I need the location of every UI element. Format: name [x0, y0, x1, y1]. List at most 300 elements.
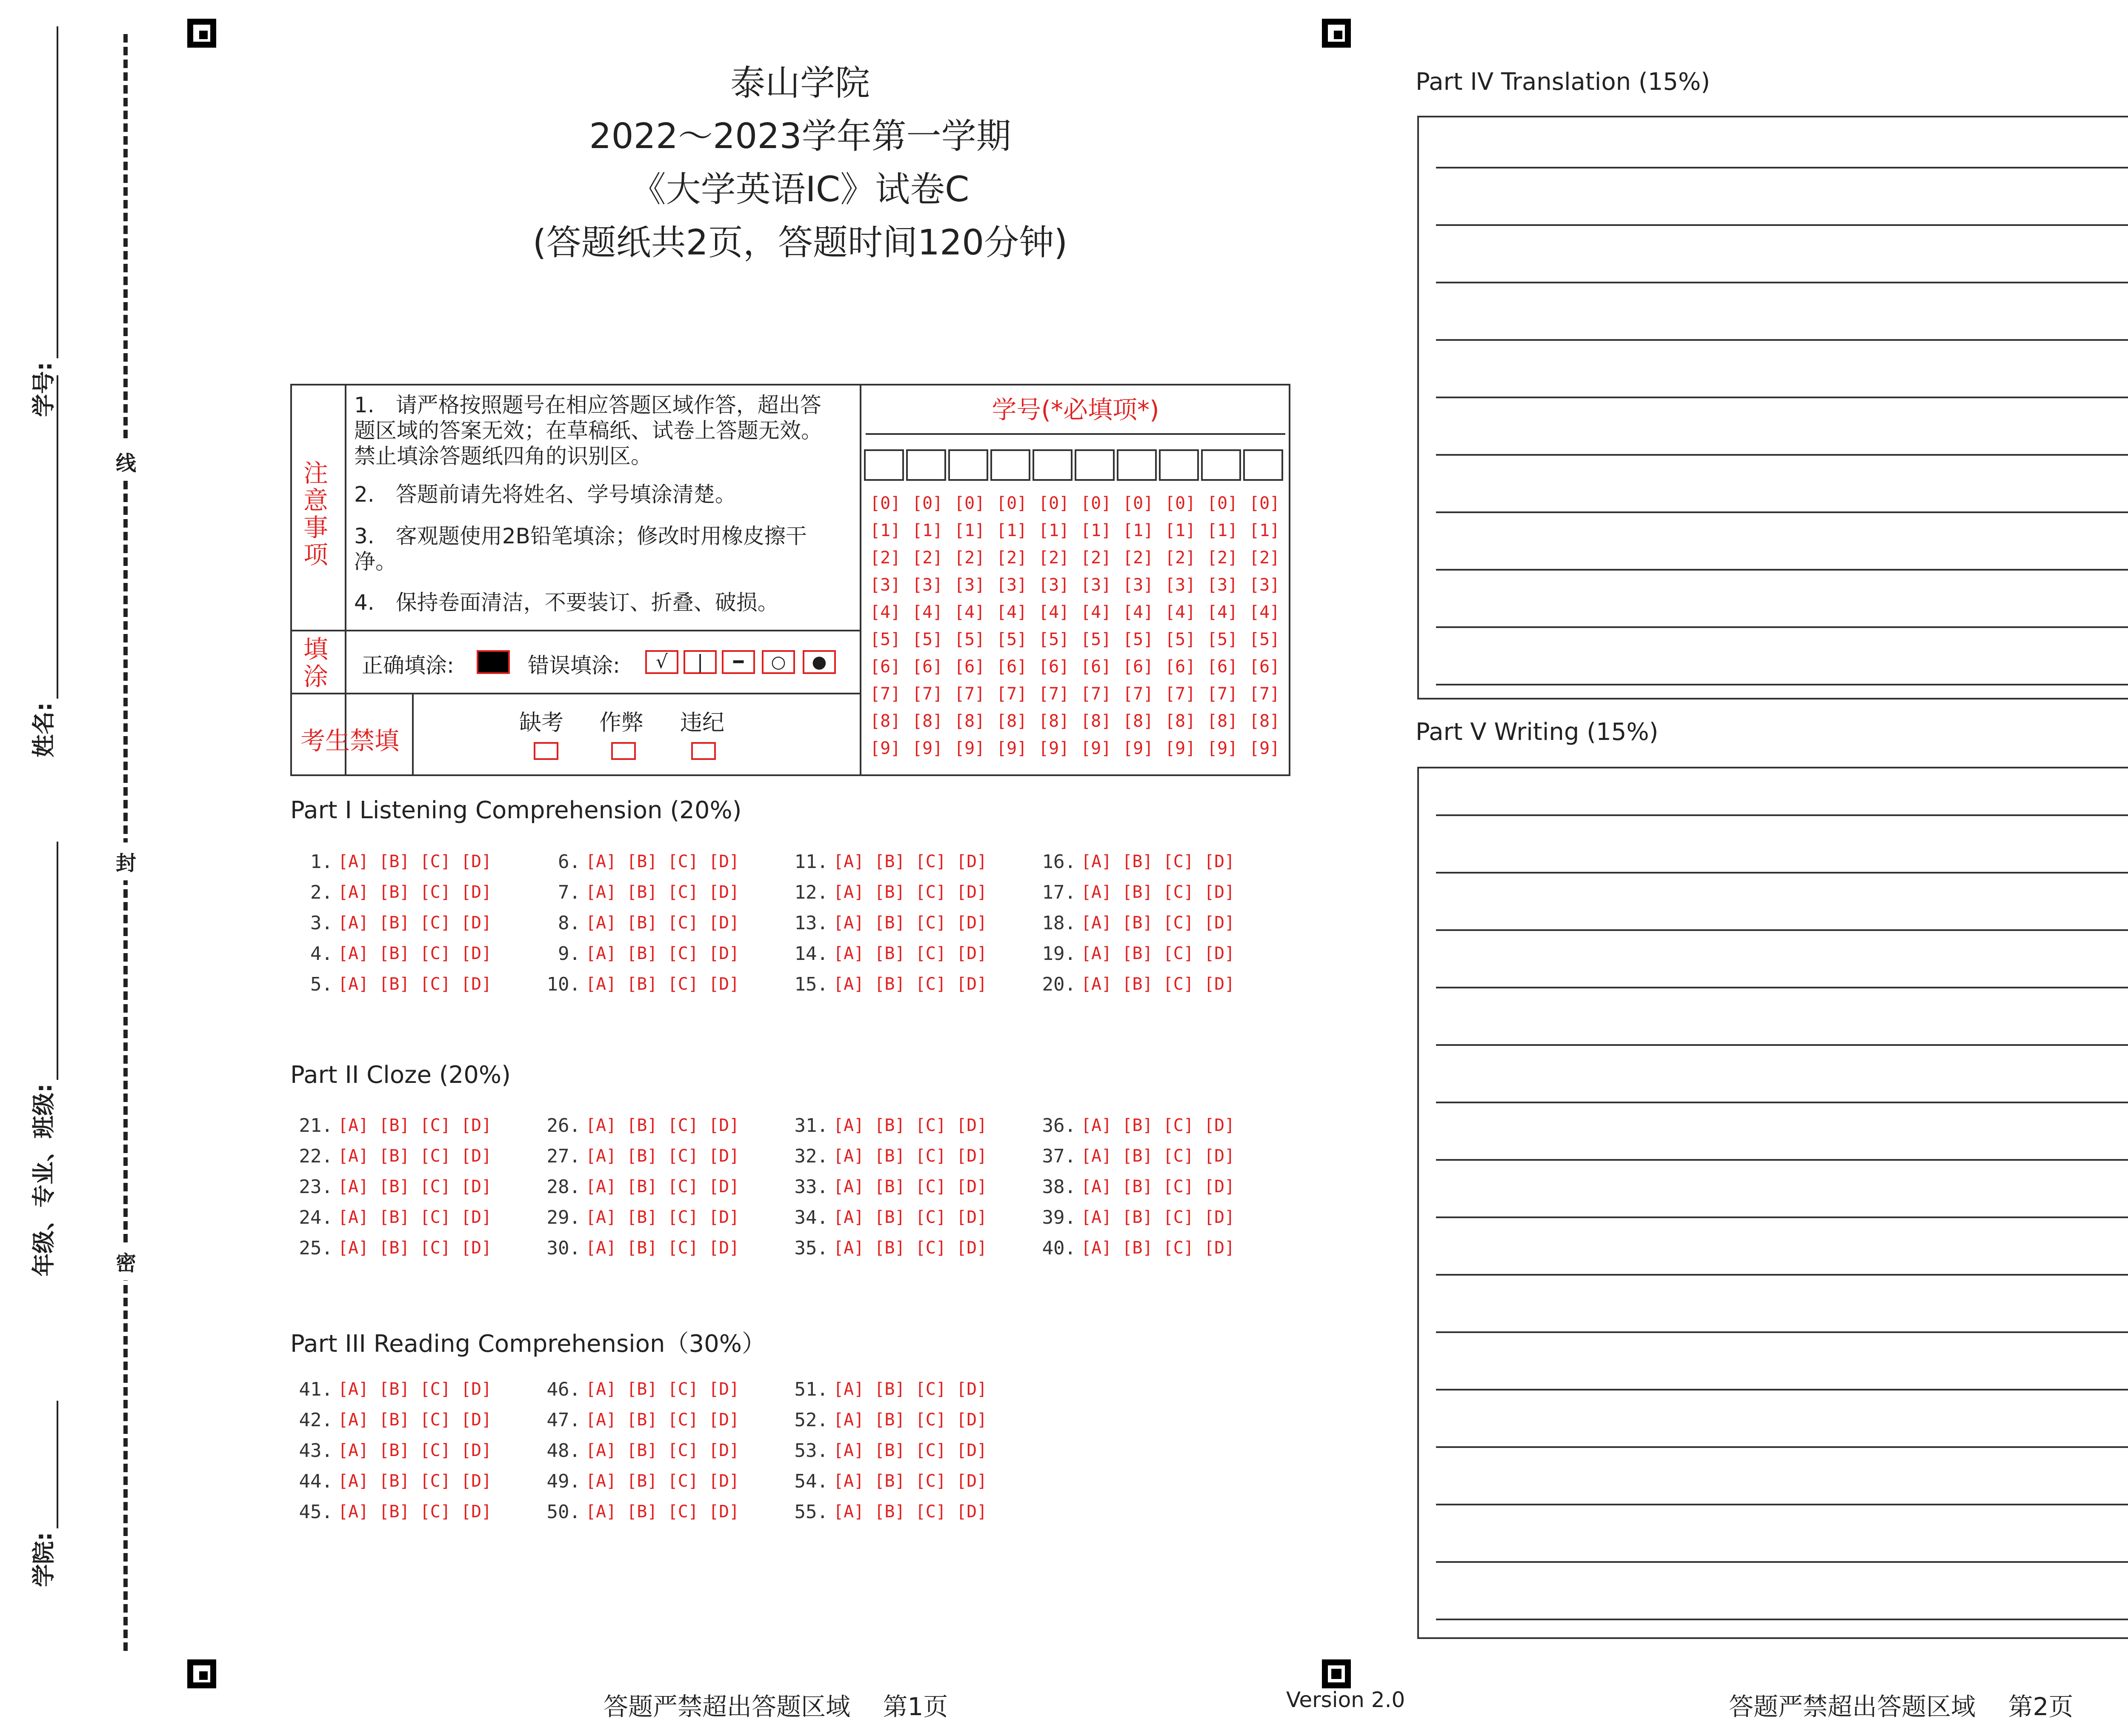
question-number: 13.: [794, 912, 828, 934]
student-id-digit-bubble[interactable]: [6]: [870, 657, 901, 677]
question-options[interactable]: [A] [B] [C] [D]: [833, 1238, 987, 1258]
student-id-cell[interactable]: [1117, 449, 1157, 481]
student-id-digit-bubble[interactable]: [5]: [1038, 630, 1070, 649]
answer-rule-line: [1436, 339, 2128, 341]
student-id-digit-bubble[interactable]: [2]: [912, 548, 943, 568]
question-number: 18.: [1042, 912, 1076, 934]
student-id-cell[interactable]: [1201, 449, 1241, 481]
question-options[interactable]: [A] [B] [C] [D]: [1081, 882, 1235, 902]
student-id-digit-bubble[interactable]: [1]: [1038, 521, 1070, 540]
student-id-digit-bubble[interactable]: [7]: [996, 684, 1027, 704]
question-number: 39.: [1042, 1207, 1076, 1228]
answer-rule-line: [1436, 569, 2128, 571]
question-number: 50.: [546, 1501, 581, 1523]
answer-rule-line: [1436, 511, 2128, 513]
student-id-digit-bubble[interactable]: [1]: [1165, 521, 1196, 540]
question-number: 3.: [310, 912, 333, 934]
answer-rule-line: [1436, 1389, 2128, 1391]
student-id-digit-bubble[interactable]: [1]: [1207, 521, 1238, 540]
question-options[interactable]: [A] [B] [C] [D]: [1081, 852, 1235, 871]
question-options[interactable]: [A] [B] [C] [D]: [586, 852, 740, 871]
question-options[interactable]: [A] [B] [C] [D]: [586, 974, 740, 994]
question-number: 29.: [546, 1207, 581, 1228]
question-number: 42.: [299, 1409, 333, 1431]
writing-answer-box[interactable]: [1417, 767, 2128, 1639]
question-number: 10.: [546, 974, 581, 995]
part3-title: Part III Reading Comprehension（30%）: [290, 1330, 766, 1358]
question-number: 46.: [546, 1379, 581, 1400]
question-options[interactable]: [A] [B] [C] [D]: [586, 1410, 740, 1430]
student-id-title: 学号(*必填项*): [992, 395, 1159, 424]
student-id-digit-bubble[interactable]: [8]: [954, 711, 985, 731]
question-number: 51.: [794, 1379, 828, 1400]
student-name-underline: [35, 375, 58, 699]
student-id-digit-bubble[interactable]: [0]: [954, 494, 985, 513]
registration-mark-bottom-left: [187, 1659, 216, 1688]
question-options[interactable]: [A] [B] [C] [D]: [338, 1410, 492, 1430]
student-id-digit-bubble[interactable]: [7]: [912, 684, 943, 704]
student-id-digit-bubble[interactable]: [4]: [996, 602, 1027, 622]
student-id-label: 学号:: [30, 362, 57, 417]
question-number: 19.: [1042, 943, 1076, 965]
forbidden-divider: [412, 693, 414, 776]
class-field[interactable]: [26, 842, 58, 1276]
answer-rule-line: [1436, 929, 2128, 931]
registration-mark-top-center: [1322, 19, 1351, 48]
question-options[interactable]: [A] [B] [C] [D]: [586, 1379, 740, 1399]
student-id-digit-bubble[interactable]: [2]: [1123, 548, 1154, 568]
question-options[interactable]: [A] [B] [C] [D]: [586, 1146, 740, 1166]
student-id-digit-bubble[interactable]: [9]: [1123, 739, 1154, 758]
question-options[interactable]: [A] [B] [C] [D]: [338, 1441, 492, 1460]
question-options[interactable]: [A] [B] [C] [D]: [338, 882, 492, 902]
student-id-digit-bubble[interactable]: [3]: [912, 575, 943, 595]
answer-rule-line: [1436, 684, 2128, 685]
answer-rule-line: [1436, 814, 2128, 816]
notice-item-3: 3. 客观题使用2B铅笔填涂；修改时用橡皮擦干净。: [354, 524, 807, 574]
question-number: 6.: [558, 851, 581, 873]
answer-rule-line: [1436, 1446, 2128, 1448]
student-id-digit-bubble[interactable]: [1]: [1081, 521, 1112, 540]
question-options[interactable]: [A] [B] [C] [D]: [338, 1379, 492, 1399]
question-number: 20.: [1042, 974, 1076, 995]
question-options[interactable]: [A] [B] [C] [D]: [833, 944, 987, 963]
notice-heading: 注意事项: [303, 459, 328, 569]
student-id-digit-bubble[interactable]: [8]: [1123, 711, 1154, 731]
student-id-digit-bubble[interactable]: [1]: [912, 521, 943, 540]
seal-char-feng: 封: [114, 842, 138, 880]
instruction-divider-mid: [860, 384, 861, 776]
student-id-digit-bubble[interactable]: [0]: [870, 494, 901, 513]
part2-title: Part II Cloze (20%): [290, 1061, 511, 1089]
answer-rule-line: [1436, 1159, 2128, 1161]
student-id-digit-bubble[interactable]: [4]: [1207, 602, 1238, 622]
question-number: 40.: [1042, 1237, 1076, 1259]
question-number: 43.: [299, 1440, 333, 1462]
student-id-digit-bubble[interactable]: [2]: [996, 548, 1027, 568]
question-options[interactable]: [A] [B] [C] [D]: [586, 1471, 740, 1491]
student-id-digit-bubble[interactable]: [0]: [1165, 494, 1196, 513]
student-id-digit-bubble[interactable]: [3]: [954, 575, 985, 595]
question-options[interactable]: [A] [B] [C] [D]: [833, 1502, 987, 1522]
question-number: 15.: [794, 974, 828, 995]
student-id-digit-bubble[interactable]: [0]: [1123, 494, 1154, 513]
question-options[interactable]: [A] [B] [C] [D]: [833, 1410, 987, 1430]
instruction-row-line-1: [290, 630, 861, 631]
answer-rule-line: [1436, 1331, 2128, 1333]
question-number: 44.: [299, 1470, 333, 1492]
wrong-fill-sample-4: ○: [762, 650, 795, 674]
question-number: 23.: [299, 1176, 333, 1198]
question-options[interactable]: [A] [B] [C] [D]: [338, 1208, 492, 1227]
question-number: 16.: [1042, 851, 1076, 873]
question-options[interactable]: [A] [B] [C] [D]: [1081, 1177, 1235, 1196]
student-id-digit-bubble[interactable]: [9]: [1165, 739, 1196, 758]
question-options[interactable]: [A] [B] [C] [D]: [833, 1208, 987, 1227]
student-id-digit-bubble[interactable]: [1]: [954, 521, 985, 540]
student-id-digit-bubble[interactable]: [8]: [1249, 711, 1280, 731]
question-number: 49.: [546, 1470, 581, 1492]
student-id-digit-bubble[interactable]: [5]: [1165, 630, 1196, 649]
question-number: 14.: [794, 943, 828, 965]
student-id-digit-bubble[interactable]: [0]: [996, 494, 1027, 513]
student-id-cell[interactable]: [948, 449, 988, 481]
student-id-field[interactable]: [26, 26, 58, 417]
student-id-digit-bubble[interactable]: [5]: [912, 630, 943, 649]
student-id-digit-bubble[interactable]: [0]: [1249, 494, 1280, 513]
student-id-digit-bubble[interactable]: [5]: [1249, 630, 1280, 649]
question-number: 48.: [546, 1440, 581, 1462]
question-options[interactable]: [A] [B] [C] [D]: [833, 1379, 987, 1399]
student-id-digit-bubble[interactable]: [5]: [1123, 630, 1154, 649]
student-id-digit-bubble[interactable]: [3]: [1038, 575, 1070, 595]
wrong-fill-sample-1: √: [645, 650, 678, 674]
instruction-divider-left: [345, 384, 346, 776]
student-id-digit-bubble[interactable]: [8]: [1165, 711, 1196, 731]
answer-rule-line: [1436, 1619, 2128, 1620]
wrong-fill-label: 错误填涂:: [528, 653, 620, 678]
student-id-digit-bubble[interactable]: [6]: [954, 657, 985, 677]
student-id-digit-bubble[interactable]: [6]: [1123, 657, 1154, 677]
question-number: 41.: [299, 1379, 333, 1400]
student-id-digit-bubble[interactable]: [4]: [1249, 602, 1280, 622]
answer-rule-line: [1436, 224, 2128, 226]
student-id-underline: [35, 26, 58, 358]
question-options[interactable]: [A] [B] [C] [D]: [338, 1177, 492, 1196]
wrong-fill-sample-5: ●: [803, 650, 836, 674]
student-id-digit-bubble[interactable]: [6]: [1207, 657, 1238, 677]
answer-rule-line: [1436, 1274, 2128, 1276]
student-id-digit-bubble[interactable]: [2]: [1249, 548, 1280, 568]
student-id-digit-bubble[interactable]: [9]: [912, 739, 943, 758]
question-options[interactable]: [A] [B] [C] [D]: [833, 974, 987, 994]
question-number: 53.: [794, 1440, 828, 1462]
question-number: 1.: [310, 851, 333, 873]
notice-item-1: 1. 请严格按照题号在相应答题区域作答，超出答题区域的答案无效；在草稿纸、试卷上答题无效。禁止填涂答题纸四角的识别区。: [354, 393, 822, 468]
forbidden-label-absent: 缺考: [519, 710, 564, 736]
student-id-digit-bubble[interactable]: [2]: [870, 548, 901, 568]
question-number: 54.: [794, 1470, 828, 1492]
student-id-digit-bubble[interactable]: [3]: [996, 575, 1027, 595]
student-id-digit-bubble[interactable]: [6]: [1249, 657, 1280, 677]
student-name-label: 姓名:: [30, 702, 57, 757]
wrong-fill-sample-3: ━: [722, 650, 755, 674]
question-number: 33.: [794, 1176, 828, 1198]
question-number: 25.: [299, 1237, 333, 1259]
instruction-row-line-2: [290, 693, 861, 694]
student-id-digit-bubble[interactable]: [7]: [954, 684, 985, 704]
question-options[interactable]: [A] [B] [C] [D]: [586, 913, 740, 933]
answer-rule-line: [1436, 1102, 2128, 1103]
question-options[interactable]: [A] [B] [C] [D]: [586, 944, 740, 963]
student-id-cell[interactable]: [990, 449, 1030, 481]
correct-fill-label: 正确填涂:: [362, 653, 454, 678]
student-id-digit-bubble[interactable]: [5]: [954, 630, 985, 649]
question-options[interactable]: [A] [B] [C] [D]: [586, 1177, 740, 1196]
question-number: 30.: [546, 1237, 581, 1259]
question-number: 2.: [310, 882, 333, 903]
answer-rule-line: [1436, 1504, 2128, 1505]
question-number: 4.: [310, 943, 333, 965]
answer-rule-line: [1436, 626, 2128, 628]
student-id-digit-bubble[interactable]: [7]: [1123, 684, 1154, 704]
student-id-digit-bubble[interactable]: [5]: [996, 630, 1027, 649]
question-number: 8.: [558, 912, 581, 934]
school-name: 泰山学院: [730, 63, 870, 103]
question-options[interactable]: [A] [B] [C] [D]: [1081, 1116, 1235, 1135]
student-id-digit-bubble[interactable]: [4]: [1081, 602, 1112, 622]
student-id-cell[interactable]: [1033, 449, 1073, 481]
answer-rule-line: [1436, 1044, 2128, 1046]
question-number: 28.: [546, 1176, 581, 1198]
student-id-digit-bubble[interactable]: [9]: [1038, 739, 1070, 758]
question-options[interactable]: [A] [B] [C] [D]: [338, 1471, 492, 1491]
exam-note: (答题纸共2页，答题时间120分钟): [532, 223, 1068, 263]
student-id-digit-bubble[interactable]: [9]: [954, 739, 985, 758]
footer-page-2: 答题严禁超出答题区域 第2页: [1729, 1692, 2074, 1721]
student-id-digit-bubble[interactable]: [4]: [954, 602, 985, 622]
seal-char-xian: 线: [114, 443, 138, 480]
college-field[interactable]: [26, 1401, 58, 1587]
registration-mark-top-left: [187, 19, 216, 48]
notice-item-4: 4. 保持卷面清洁，不要装订、折叠、破损。: [354, 590, 779, 615]
student-id-cell[interactable]: [1159, 449, 1199, 481]
student-id-digit-bubble[interactable]: [9]: [1207, 739, 1238, 758]
answer-rule-line: [1436, 872, 2128, 874]
question-options[interactable]: [A] [B] [C] [D]: [1081, 1146, 1235, 1166]
question-number: 34.: [794, 1207, 828, 1228]
student-id-digit-bubble[interactable]: [7]: [1081, 684, 1112, 704]
student-id-digit-bubble[interactable]: [8]: [996, 711, 1027, 731]
question-options[interactable]: [A] [B] [C] [D]: [586, 882, 740, 902]
student-id-digit-bubble[interactable]: [4]: [1038, 602, 1070, 622]
student-id-digit-bubble[interactable]: [9]: [1249, 739, 1280, 758]
question-options[interactable]: [A] [B] [C] [D]: [833, 1177, 987, 1196]
student-id-digit-bubble[interactable]: [8]: [912, 711, 943, 731]
question-options[interactable]: [A] [B] [C] [D]: [338, 974, 492, 994]
student-id-digit-bubble[interactable]: [8]: [1081, 711, 1112, 731]
question-options[interactable]: [A] [B] [C] [D]: [338, 1146, 492, 1166]
student-id-digit-bubble[interactable]: [6]: [1038, 657, 1070, 677]
question-number: 45.: [299, 1501, 333, 1523]
question-options[interactable]: [A] [B] [C] [D]: [586, 1208, 740, 1227]
student-id-digit-bubble[interactable]: [4]: [1123, 602, 1154, 622]
question-number: 21.: [299, 1115, 333, 1136]
student-id-digit-bubble[interactable]: [6]: [1081, 657, 1112, 677]
question-options[interactable]: [A] [B] [C] [D]: [338, 1238, 492, 1258]
student-id-digit-bubble[interactable]: [3]: [870, 575, 901, 595]
student-id-digit-bubble[interactable]: [6]: [912, 657, 943, 677]
student-id-digit-bubble[interactable]: [9]: [870, 739, 901, 758]
answer-rule-line: [1436, 167, 2128, 168]
student-id-cell[interactable]: [906, 449, 946, 481]
student-id-digit-bubble[interactable]: [3]: [1081, 575, 1112, 595]
question-options[interactable]: [A] [B] [C] [D]: [1081, 974, 1235, 994]
question-number: 32.: [794, 1145, 828, 1167]
footer-version: Version 2.0: [1286, 1687, 1405, 1712]
question-number: 17.: [1042, 882, 1076, 903]
student-id-digit-bubble[interactable]: [7]: [1249, 684, 1280, 704]
question-number: 22.: [299, 1145, 333, 1167]
question-options[interactable]: [A] [B] [C] [D]: [833, 1471, 987, 1491]
question-options[interactable]: [A] [B] [C] [D]: [338, 1116, 492, 1135]
student-id-digit-bubble[interactable]: [6]: [1165, 657, 1196, 677]
forbidden-box-cheat[interactable]: [611, 742, 636, 760]
student-id-digit-bubble[interactable]: [3]: [1207, 575, 1238, 595]
student-id-digit-bubble[interactable]: [0]: [1081, 494, 1112, 513]
part4-title: Part IV Translation (15%): [1416, 68, 1710, 96]
question-number: 36.: [1042, 1115, 1076, 1136]
student-id-digit-bubble[interactable]: [4]: [870, 602, 901, 622]
question-number: 47.: [546, 1409, 581, 1431]
student-id-digit-bubble[interactable]: [1]: [1123, 521, 1154, 540]
answer-rule-line: [1436, 282, 2128, 283]
question-options[interactable]: [A] [B] [C] [D]: [833, 1441, 987, 1460]
question-number: 37.: [1042, 1145, 1076, 1167]
answer-rule-line: [1436, 454, 2128, 456]
question-number: 5.: [310, 974, 333, 995]
student-id-digit-bubble[interactable]: [5]: [1081, 630, 1112, 649]
student-id-digit-bubble[interactable]: [7]: [1165, 684, 1196, 704]
part5-title: Part V Writing (15%): [1416, 718, 1659, 746]
student-id-digit-bubble[interactable]: [2]: [1081, 548, 1112, 568]
student-id-digit-bubble[interactable]: [0]: [1038, 494, 1070, 513]
translation-answer-box[interactable]: [1417, 116, 2128, 700]
student-id-digit-bubble[interactable]: [7]: [1207, 684, 1238, 704]
question-options[interactable]: [A] [B] [C] [D]: [338, 944, 492, 963]
forbidden-box-absent[interactable]: [534, 742, 558, 760]
student-id-digit-bubble[interactable]: [2]: [1165, 548, 1196, 568]
student-id-digit-bubble[interactable]: [7]: [1038, 684, 1070, 704]
answer-rule-line: [1436, 397, 2128, 398]
question-number: 9.: [558, 943, 581, 965]
question-options[interactable]: [A] [B] [C] [D]: [1081, 913, 1235, 933]
student-id-digit-bubble[interactable]: [0]: [912, 494, 943, 513]
part1-title: Part I Listening Comprehension (20%): [290, 797, 742, 824]
question-options[interactable]: [A] [B] [C] [D]: [586, 1502, 740, 1522]
student-id-digit-bubble[interactable]: [8]: [1207, 711, 1238, 731]
question-options[interactable]: [A] [B] [C] [D]: [833, 913, 987, 933]
student-id-cell[interactable]: [1243, 449, 1283, 481]
question-options[interactable]: [A] [B] [C] [D]: [1081, 1238, 1235, 1258]
question-number: 52.: [794, 1409, 828, 1431]
student-id-digit-bubble[interactable]: [4]: [912, 602, 943, 622]
student-id-digit-bubble[interactable]: [3]: [1165, 575, 1196, 595]
student-id-title-line: [866, 433, 1285, 435]
student-id-digit-bubble[interactable]: [7]: [870, 684, 901, 704]
question-options[interactable]: [A] [B] [C] [D]: [1081, 1208, 1235, 1227]
student-id-digit-bubble[interactable]: [4]: [1165, 602, 1196, 622]
registration-mark-bottom-center: [1322, 1659, 1351, 1688]
question-options[interactable]: [A] [B] [C] [D]: [1081, 944, 1235, 963]
question-number: 26.: [546, 1115, 581, 1136]
answer-rule-line: [1436, 1216, 2128, 1218]
student-id-digit-bubble[interactable]: [8]: [1038, 711, 1070, 731]
question-options[interactable]: [A] [B] [C] [D]: [833, 1116, 987, 1135]
student-id-digit-bubble[interactable]: [5]: [1207, 630, 1238, 649]
notice-item-2: 2. 答题前请先将姓名、学号填涂清楚。: [354, 482, 736, 507]
college-label: 学院:: [30, 1532, 57, 1587]
question-options[interactable]: [A] [B] [C] [D]: [833, 852, 987, 871]
question-options[interactable]: [A] [B] [C] [D]: [833, 882, 987, 902]
question-options[interactable]: [A] [B] [C] [D]: [586, 1441, 740, 1460]
student-id-cell[interactable]: [1075, 449, 1115, 481]
answer-rule-line: [1436, 1561, 2128, 1563]
question-number: 38.: [1042, 1176, 1076, 1198]
student-id-digit-bubble[interactable]: [9]: [996, 739, 1027, 758]
student-id-digit-bubble[interactable]: [1]: [1249, 521, 1280, 540]
seal-char-mi: 密: [114, 1242, 138, 1280]
student-id-cell[interactable]: [864, 449, 904, 481]
forbidden-label-violation: 违纪: [680, 710, 725, 736]
question-number: 35.: [794, 1237, 828, 1259]
footer-page-1: 答题严禁超出答题区域 第1页: [604, 1692, 948, 1721]
question-number: 12.: [794, 882, 828, 903]
student-id-digit-bubble[interactable]: [6]: [996, 657, 1027, 677]
student-id-digit-bubble[interactable]: [2]: [954, 548, 985, 568]
student-id-digit-bubble[interactable]: [3]: [1123, 575, 1154, 595]
class-label: 年级、专业、班级:: [30, 1083, 57, 1276]
student-id-digit-bubble[interactable]: [9]: [1081, 739, 1112, 758]
question-number: 7.: [558, 882, 581, 903]
wrong-fill-sample-2: |: [684, 650, 717, 674]
student-id-digit-bubble[interactable]: [1]: [870, 521, 901, 540]
correct-fill-sample: [477, 650, 510, 674]
question-options[interactable]: [A] [B] [C] [D]: [586, 1238, 740, 1258]
forbidden-box-violation[interactable]: [691, 742, 716, 760]
fill-heading: 填涂: [303, 635, 328, 691]
student-id-digit-bubble[interactable]: [5]: [870, 630, 901, 649]
question-options[interactable]: [A] [B] [C] [D]: [338, 852, 492, 871]
forbidden-heading: 考生禁填: [300, 726, 400, 755]
question-options[interactable]: [A] [B] [C] [D]: [833, 1146, 987, 1166]
student-id-digit-bubble[interactable]: [3]: [1249, 575, 1280, 595]
student-name-field[interactable]: [26, 375, 58, 757]
exam-title: 《大学英语IC》试卷C: [631, 169, 970, 210]
question-options[interactable]: [A] [B] [C] [D]: [338, 913, 492, 933]
forbidden-label-cheat: 作弊: [599, 710, 644, 736]
student-id-digit-bubble[interactable]: [2]: [1038, 548, 1070, 568]
student-id-digit-bubble[interactable]: [8]: [870, 711, 901, 731]
question-number: 55.: [794, 1501, 828, 1523]
question-number: 31.: [794, 1115, 828, 1136]
student-id-digit-bubble[interactable]: [2]: [1207, 548, 1238, 568]
student-id-digit-bubble[interactable]: [0]: [1207, 494, 1238, 513]
question-options[interactable]: [A] [B] [C] [D]: [586, 1116, 740, 1135]
student-id-digit-bubble[interactable]: [1]: [996, 521, 1027, 540]
question-number: 24.: [299, 1207, 333, 1228]
question-options[interactable]: [A] [B] [C] [D]: [338, 1502, 492, 1522]
